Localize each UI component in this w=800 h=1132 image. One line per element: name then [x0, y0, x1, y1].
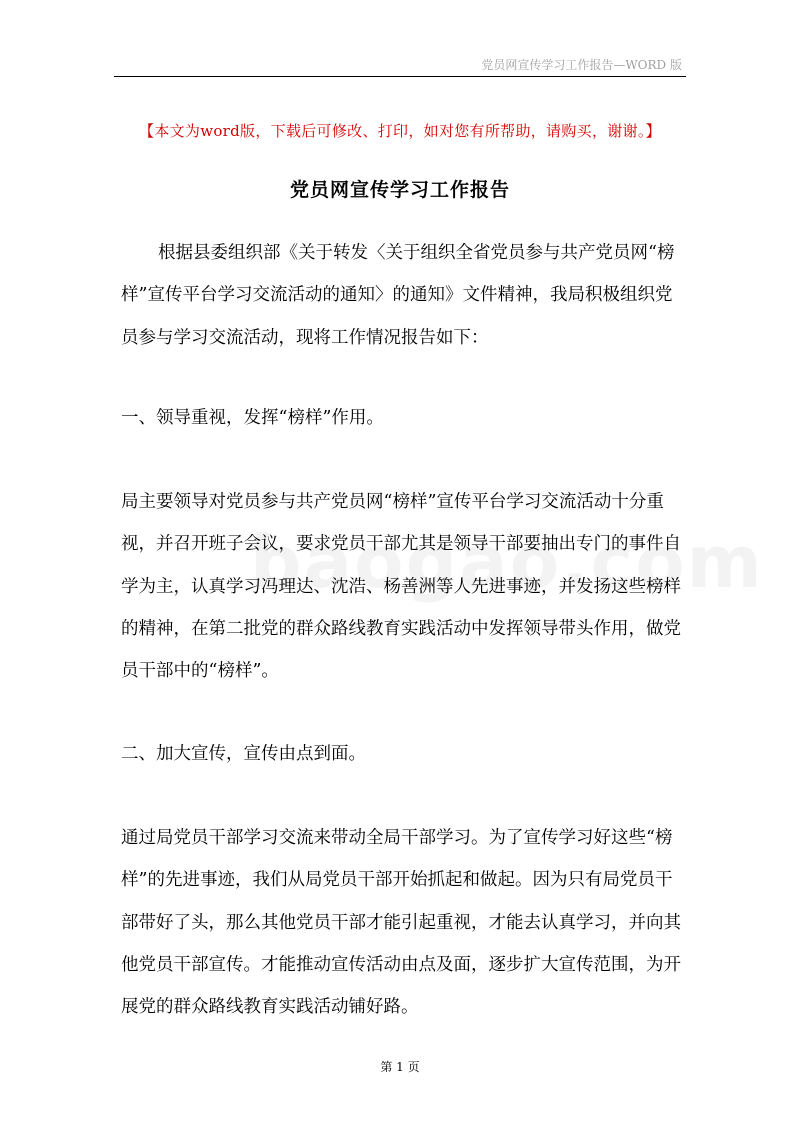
section-2-heading: 二、加大宣传，宣传由点到面。	[121, 744, 366, 764]
running-header: 党员网宣传学习工作报告—WORD 版	[481, 58, 682, 72]
document-title: 党员网宣传学习工作报告	[289, 179, 510, 201]
page-number: 第 1 页	[380, 1060, 420, 1074]
intro-paragraph: 根据县委组织部《关于转发〈关于组织全省党员参与共产党员网“榜样”宣传平台学习交流活动的通知〉的通知》文件精神，我局积极组织党员参与学习交流活动，现将工作情况报告如下：	[121, 243, 675, 348]
section-1-heading: 一、领导重视，发挥“榜样”作用。	[121, 408, 384, 428]
section-1-body: 局主要领导对党员参与共产党员网“榜样”宣传平台学习交流活动十分重视，并召开班子会议，要求党员干部尤其是领导干部要抽出专门的事件自学为主，认真学习冯理达、沈浩、杨善洲等人先进事迹，并发扬这些榜样的精神，在第二批党的群众路线教育实践活动中发挥领导带头作用，做党员干部中的“榜样”。	[121, 492, 681, 682]
header-divider	[114, 76, 686, 77]
download-notice: 【本文为word版，下载后可修改、打印，如对您有所帮助，请购买，谢谢。】	[139, 122, 661, 140]
watermark	[250, 520, 764, 604]
section-2-body: 通过局党员干部学习交流来带动全局干部学习。为了宣传学习好这些“榜样”的先进事迹，我们从局党员干部开始抓起和做起。因为只有局党员干部带好了头，那么其他党员干部才能引起重视，才能去认真学习，并向其他党员干部宣传。才能推动宣传活动由点及面，逐步扩大宣传范围，为开展党的群众路线教育实践活动铺好路。	[121, 828, 681, 1018]
